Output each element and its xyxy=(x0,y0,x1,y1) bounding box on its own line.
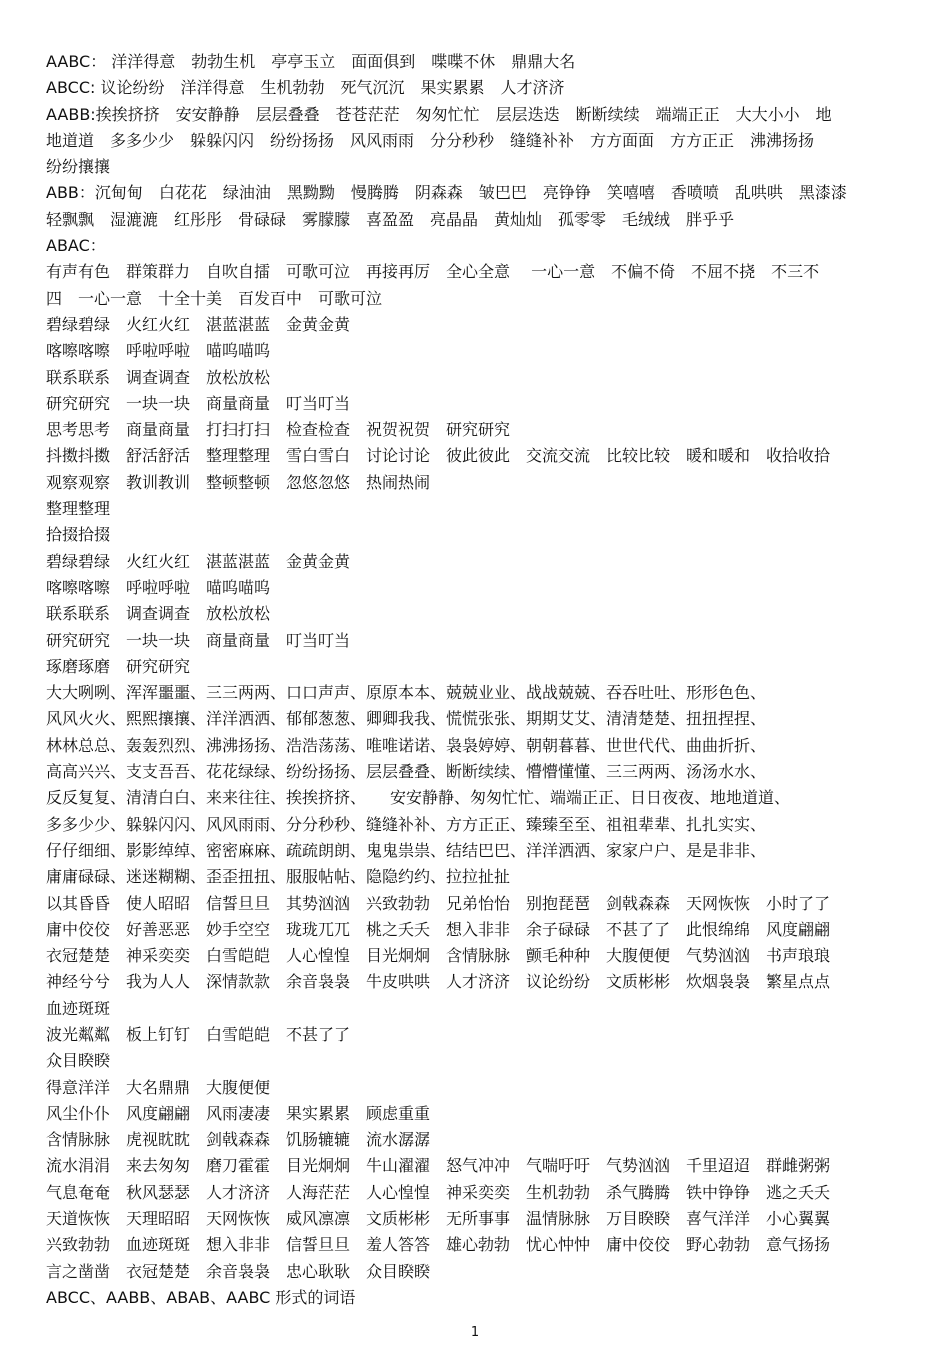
text-line: 风尘仆仆 风度翩翩 风雨凄凄 果实累累 顾虑重重 xyxy=(46,1103,431,1123)
text-line: ABCC、AABB、ABAB、AABC 形式的词语 xyxy=(46,1287,356,1307)
text-line: AABC： 洋洋得意 勃勃生机 亭亭玉立 面面俱到 喋喋不休 鼎鼎大名 xyxy=(46,52,576,71)
text-line: 大大咧咧、浑浑噩噩、三三两两、口口声声、原原本本、兢兢业业、战战兢兢、吞吞吐吐、形形色色、 xyxy=(46,683,767,703)
text-line: 拾掇拾掇 xyxy=(46,525,111,545)
text-line: 高高兴兴、支支吾吾、花花绿绿、纷纷扬扬、层层叠叠、断断续续、懵懵懂懂、三三两两、汤汤水水、 xyxy=(46,762,767,782)
text-line: 气息奄奄 秋风瑟瑟 人才济济 人海茫茫 人心惶惶 神采奕奕 生机勃勃 杀气腾腾 铁中铮铮 逃之夭夭 xyxy=(46,1182,831,1202)
document-body xyxy=(46,49,906,1311)
text-line: 林林总总、轰轰烈烈、沸沸扬扬、浩浩荡荡、唯唯诺诺、袅袅婷婷、朝朝暮暮、世世代代、曲曲折折、 xyxy=(46,735,767,755)
text-line: 研究研究 一块一块 商量商量 叮当叮当 xyxy=(46,393,351,413)
text-line: 众目睽睽 xyxy=(46,1051,111,1071)
text-line: 观察观察 教训教训 整顿整顿 忽悠忽悠 热闹热闹 xyxy=(46,472,431,492)
text-line: 以其昏昏 使人昭昭 信誓旦旦 其势汹汹 兴致勃勃 兄弟怡怡 别抱琵琶 剑戟森森 天网恢恢 小时了了 xyxy=(46,893,831,913)
text-line: ABCC: 议论纷纷 洋洋得意 生机勃勃 死气沉沉 果实累累 人才济济 xyxy=(46,78,565,98)
text-line: 喀嚓喀嚓 呼啦呼啦 喵呜喵呜 xyxy=(46,341,271,361)
text-line: 仔仔细细、影影绰绰、密密麻麻、疏疏朗朗、鬼鬼祟祟、结结巴巴、洋洋洒洒、家家户户、是是非非、 xyxy=(46,840,767,860)
text-line: 纷纷攘攘 xyxy=(46,157,111,177)
text-line: 思考思考 商量商量 打扫打扫 检查检查 祝贺祝贺 研究研究 xyxy=(46,420,511,440)
text-line: 波光粼粼 板上钉钉 白雪皑皑 不甚了了 xyxy=(46,1024,351,1044)
text-line: 得意洋洋 大名鼎鼎 大腹便便 xyxy=(46,1077,271,1097)
text-line: 整理整理 xyxy=(46,499,111,519)
text-line: 含情脉脉 虎视眈眈 剑戟森森 饥肠辘辘 流水潺潺 xyxy=(46,1130,431,1150)
text-line: AABB:挨挨挤挤 安安静静 层层叠叠 苍苍茫茫 匆匆忙忙 层层迭迭 断断续续 端端正正 大大小小 地 xyxy=(46,104,832,124)
text-line: 流水涓涓 来去匆匆 磨刀霍霍 目光炯炯 牛山濯濯 怒气冲冲 气喘吁吁 气势汹汹 千里迢迢 群雌粥粥 xyxy=(46,1156,831,1176)
text-line: ABB：沉甸甸 白花花 绿油油 黑黝黝 慢腾腾 阴森森 皱巴巴 亮铮铮 笑嘻嘻 香喷喷 乱哄哄 黑漆漆 xyxy=(46,183,847,203)
text-line: 四 一心一意 十全十美 百发百中 可歌可泣 xyxy=(46,288,383,308)
text-line: 地道道 多多少少 躲躲闪闪 纷纷扬扬 风风雨雨 分分秒秒 缝缝补补 方方面面 方方正正 沸沸扬扬 xyxy=(46,130,815,150)
text-line: 天道恢恢 天理昭昭 天网恢恢 威风凛凛 文质彬彬 无所事事 温情脉脉 万目睽睽 喜气洋洋 小心翼翼 xyxy=(46,1209,831,1229)
text-line: 碧绿碧绿 火红火红 湛蓝湛蓝 金黄金黄 xyxy=(46,551,351,571)
text-line: 反反复复、清清白白、来来往往、挨挨挤挤、 安安静静、匆匆忙忙、端端正正、日日夜夜、地地道道、 xyxy=(46,788,791,808)
text-line: 研究研究 一块一块 商量商量 叮当叮当 xyxy=(46,630,351,650)
text-line: 轻飘飘 湿漉漉 红彤彤 骨碌碌 雾朦朦 喜盈盈 亮晶晶 黄灿灿 孤零零 毛绒绒 胖乎乎 xyxy=(46,209,735,229)
text-line: 言之凿凿 衣冠楚楚 余音袅袅 忠心耿耿 众目睽睽 xyxy=(46,1261,431,1281)
text-line: 碧绿碧绿 火红火红 湛蓝湛蓝 金黄金黄 xyxy=(46,314,351,334)
text-line: 风风火火、熙熙攘攘、洋洋洒洒、郁郁葱葱、卿卿我我、慌慌张张、期期艾艾、清清楚楚、扭扭捏捏、 xyxy=(46,709,767,729)
text-line: 神经兮兮 我为人人 深情款款 余音袅袅 牛皮哄哄 人才济济 议论纷纷 文质彬彬 炊烟袅袅 繁星点点 xyxy=(46,972,831,992)
text-line: 喀嚓喀嚓 呼啦呼啦 喵呜喵呜 xyxy=(46,577,271,597)
text-line: 联系联系 调查调查 放松放松 xyxy=(46,367,271,387)
text-line: 有声有色 群策群力 自吹自擂 可歌可泣 再接再厉 全心全意 一心一意 不偏不倚 不屈不挠 不三不 xyxy=(46,262,820,282)
text-line: 琢磨琢磨 研究研究 xyxy=(46,656,191,676)
text-line: 衣冠楚楚 神采奕奕 白雪皑皑 人心惶惶 目光炯炯 含情脉脉 颤毛种种 大腹便便 气势汹汹 书声琅琅 xyxy=(46,946,831,966)
text-line: 庸中佼佼 好善恶恶 妙手空空 珑珑兀兀 桃之夭夭 想入非非 余子碌碌 不甚了了 此恨绵绵 风度翩翩 xyxy=(46,919,831,939)
text-line: 庸庸碌碌、迷迷糊糊、歪歪扭扭、服服帖帖、隐隐约约、拉拉扯扯 xyxy=(46,867,511,887)
text-line: ABAC： xyxy=(46,236,106,256)
page-number: 1 xyxy=(470,1325,480,1340)
text-line: 兴致勃勃 血迹斑斑 想入非非 信誓旦旦 羞人答答 雄心勃勃 忧心忡忡 庸中佼佼 野心勃勃 意气扬扬 xyxy=(46,1235,831,1255)
text-line: 血迹斑斑 xyxy=(46,998,111,1018)
text-line: 多多少少、躲躲闪闪、风风雨雨、分分秒秒、缝缝补补、方方正正、臻臻至至、祖祖辈辈、扎扎实实、 xyxy=(46,814,767,834)
text-line: 联系联系 调查调查 放松放松 xyxy=(46,604,271,624)
text-line: 抖擞抖擞 舒活舒活 整理整理 雪白雪白 讨论讨论 彼此彼此 交流交流 比较比较 暖和暖和 收拾收拾 xyxy=(46,446,831,466)
